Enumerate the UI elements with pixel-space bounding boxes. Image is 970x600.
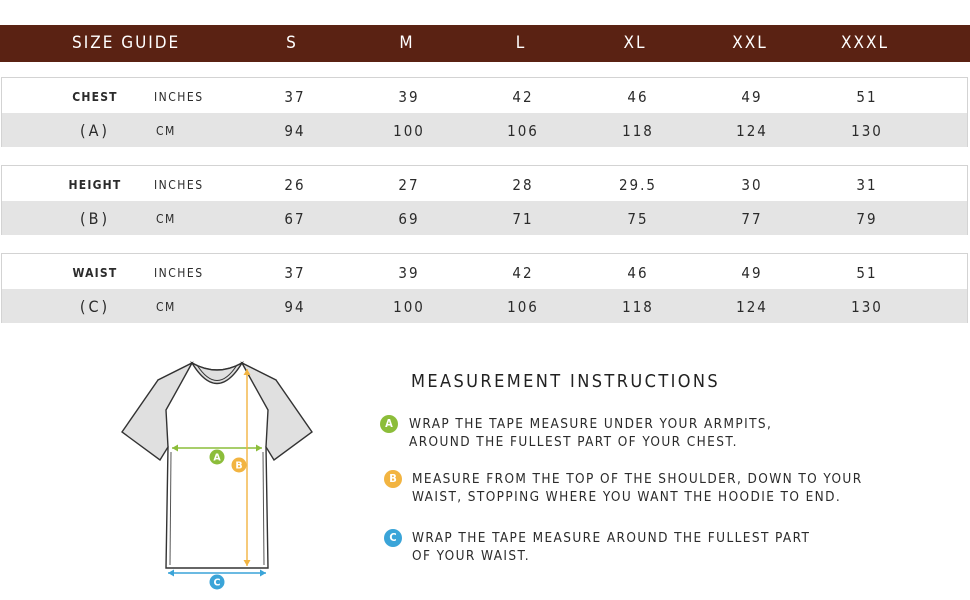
svg-text:B: B (235, 460, 243, 472)
unit-cm-label: CM (156, 300, 176, 314)
instruction-b-text (412, 470, 863, 506)
chest-cm-l: 106 (507, 122, 539, 140)
waist-inches-s: 37 (284, 264, 306, 282)
unit-cm-label: CM (156, 124, 176, 138)
size-col-s: S (286, 33, 298, 53)
size-col-xxxl: XXXL (841, 33, 889, 53)
waist-inches-xxl: 49 (741, 264, 763, 282)
waist-cm-s: 94 (284, 298, 306, 316)
height-inches-s: 26 (284, 176, 306, 194)
chest-cm-xxxl: 130 (851, 122, 883, 140)
waist-cm-m: 100 (393, 298, 425, 316)
height-inches-m: 27 (398, 176, 420, 194)
instructions-title: MEASUREMENT INSTRUCTIONS (411, 371, 721, 392)
waist-cm-row (2, 289, 967, 323)
instruction-a-line2: AROUND THE FULLEST PART OF YOUR CHEST. (409, 434, 738, 450)
instruction-b-line1: MEASURE FROM THE TOP OF THE SHOULDER, DOWN TO YOUR (412, 471, 863, 487)
height-cm-xl: 75 (627, 210, 649, 228)
chest-measurement-block (1, 77, 968, 147)
waist-inches-l: 42 (512, 264, 534, 282)
instruction-c-line2: OF YOUR WAIST. (412, 548, 530, 564)
chest-label: CHEST (72, 90, 118, 104)
badge-a-icon: A (380, 415, 398, 433)
height-inches-row (2, 167, 967, 201)
size-guide-title: SIZE GUIDE (72, 33, 181, 53)
height-letter: (B) (79, 209, 111, 228)
instruction-c-text (412, 529, 810, 565)
chest-cm-s: 94 (284, 122, 306, 140)
size-col-xl: XL (623, 33, 647, 53)
marker-c-icon (210, 575, 225, 590)
svg-text:A: A (213, 452, 221, 464)
instruction-b-line2: WAIST, STOPPING WHERE YOU WANT THE HOODIE TO END. (412, 489, 842, 505)
waist-inches-xl: 46 (627, 264, 649, 282)
height-cm-row (2, 201, 967, 235)
chest-inches-m: 39 (398, 88, 420, 106)
unit-inches-label: INCHES (154, 266, 204, 280)
chest-cm-xxl: 124 (736, 122, 768, 140)
height-cm-m: 69 (398, 210, 420, 228)
marker-a-icon (210, 450, 225, 465)
height-inches-xxl: 30 (741, 176, 763, 194)
waist-cm-l: 106 (507, 298, 539, 316)
chest-inches-s: 37 (284, 88, 306, 106)
size-col-m: M (399, 33, 415, 53)
chest-inches-xxl: 49 (741, 88, 763, 106)
waist-letter: (C) (79, 297, 111, 316)
size-col-l: L (515, 33, 527, 53)
height-measurement-block (1, 165, 968, 235)
size-col-xxl: XXL (732, 33, 768, 53)
waist-label: WAIST (72, 266, 118, 280)
waist-inches-row (2, 255, 967, 289)
height-inches-xxxl: 31 (856, 176, 878, 194)
chest-cm-row (2, 113, 967, 147)
marker-b-icon (232, 458, 247, 473)
unit-cm-label: CM (156, 212, 176, 226)
unit-inches-label: INCHES (154, 178, 204, 192)
chest-cm-m: 100 (393, 122, 425, 140)
height-cm-xxl: 77 (741, 210, 763, 228)
instruction-a-text (409, 415, 772, 451)
chest-letter: (A) (79, 121, 111, 140)
height-label: HEIGHT (68, 178, 122, 192)
height-inches-xl: 29.5 (618, 176, 658, 194)
waist-inches-xxxl: 51 (856, 264, 878, 282)
chest-inches-l: 42 (512, 88, 534, 106)
height-cm-xxxl: 79 (856, 210, 878, 228)
waist-cm-xl: 118 (622, 298, 654, 316)
waist-measurement-block (1, 253, 968, 323)
instruction-c-line1: WRAP THE TAPE MEASURE AROUND THE FULLEST PART (412, 530, 811, 546)
waist-cm-xxl: 124 (736, 298, 768, 316)
badge-b-icon: B (384, 470, 402, 488)
waist-inches-m: 39 (398, 264, 420, 282)
svg-text:C: C (213, 577, 221, 589)
instruction-a-line1: WRAP THE TAPE MEASURE UNDER YOUR ARMPITS, (409, 416, 773, 432)
tshirt-diagram (118, 358, 318, 593)
chest-inches-xxxl: 51 (856, 88, 878, 106)
size-guide-header (0, 25, 970, 62)
height-inches-l: 28 (512, 176, 534, 194)
height-cm-l: 71 (512, 210, 534, 228)
badge-c-icon: C (384, 529, 402, 547)
unit-inches-label: INCHES (154, 90, 204, 104)
chest-cm-xl: 118 (622, 122, 654, 140)
chest-inches-xl: 46 (627, 88, 649, 106)
waist-cm-xxxl: 130 (851, 298, 883, 316)
chest-inches-row (2, 79, 967, 113)
height-cm-s: 67 (284, 210, 306, 228)
